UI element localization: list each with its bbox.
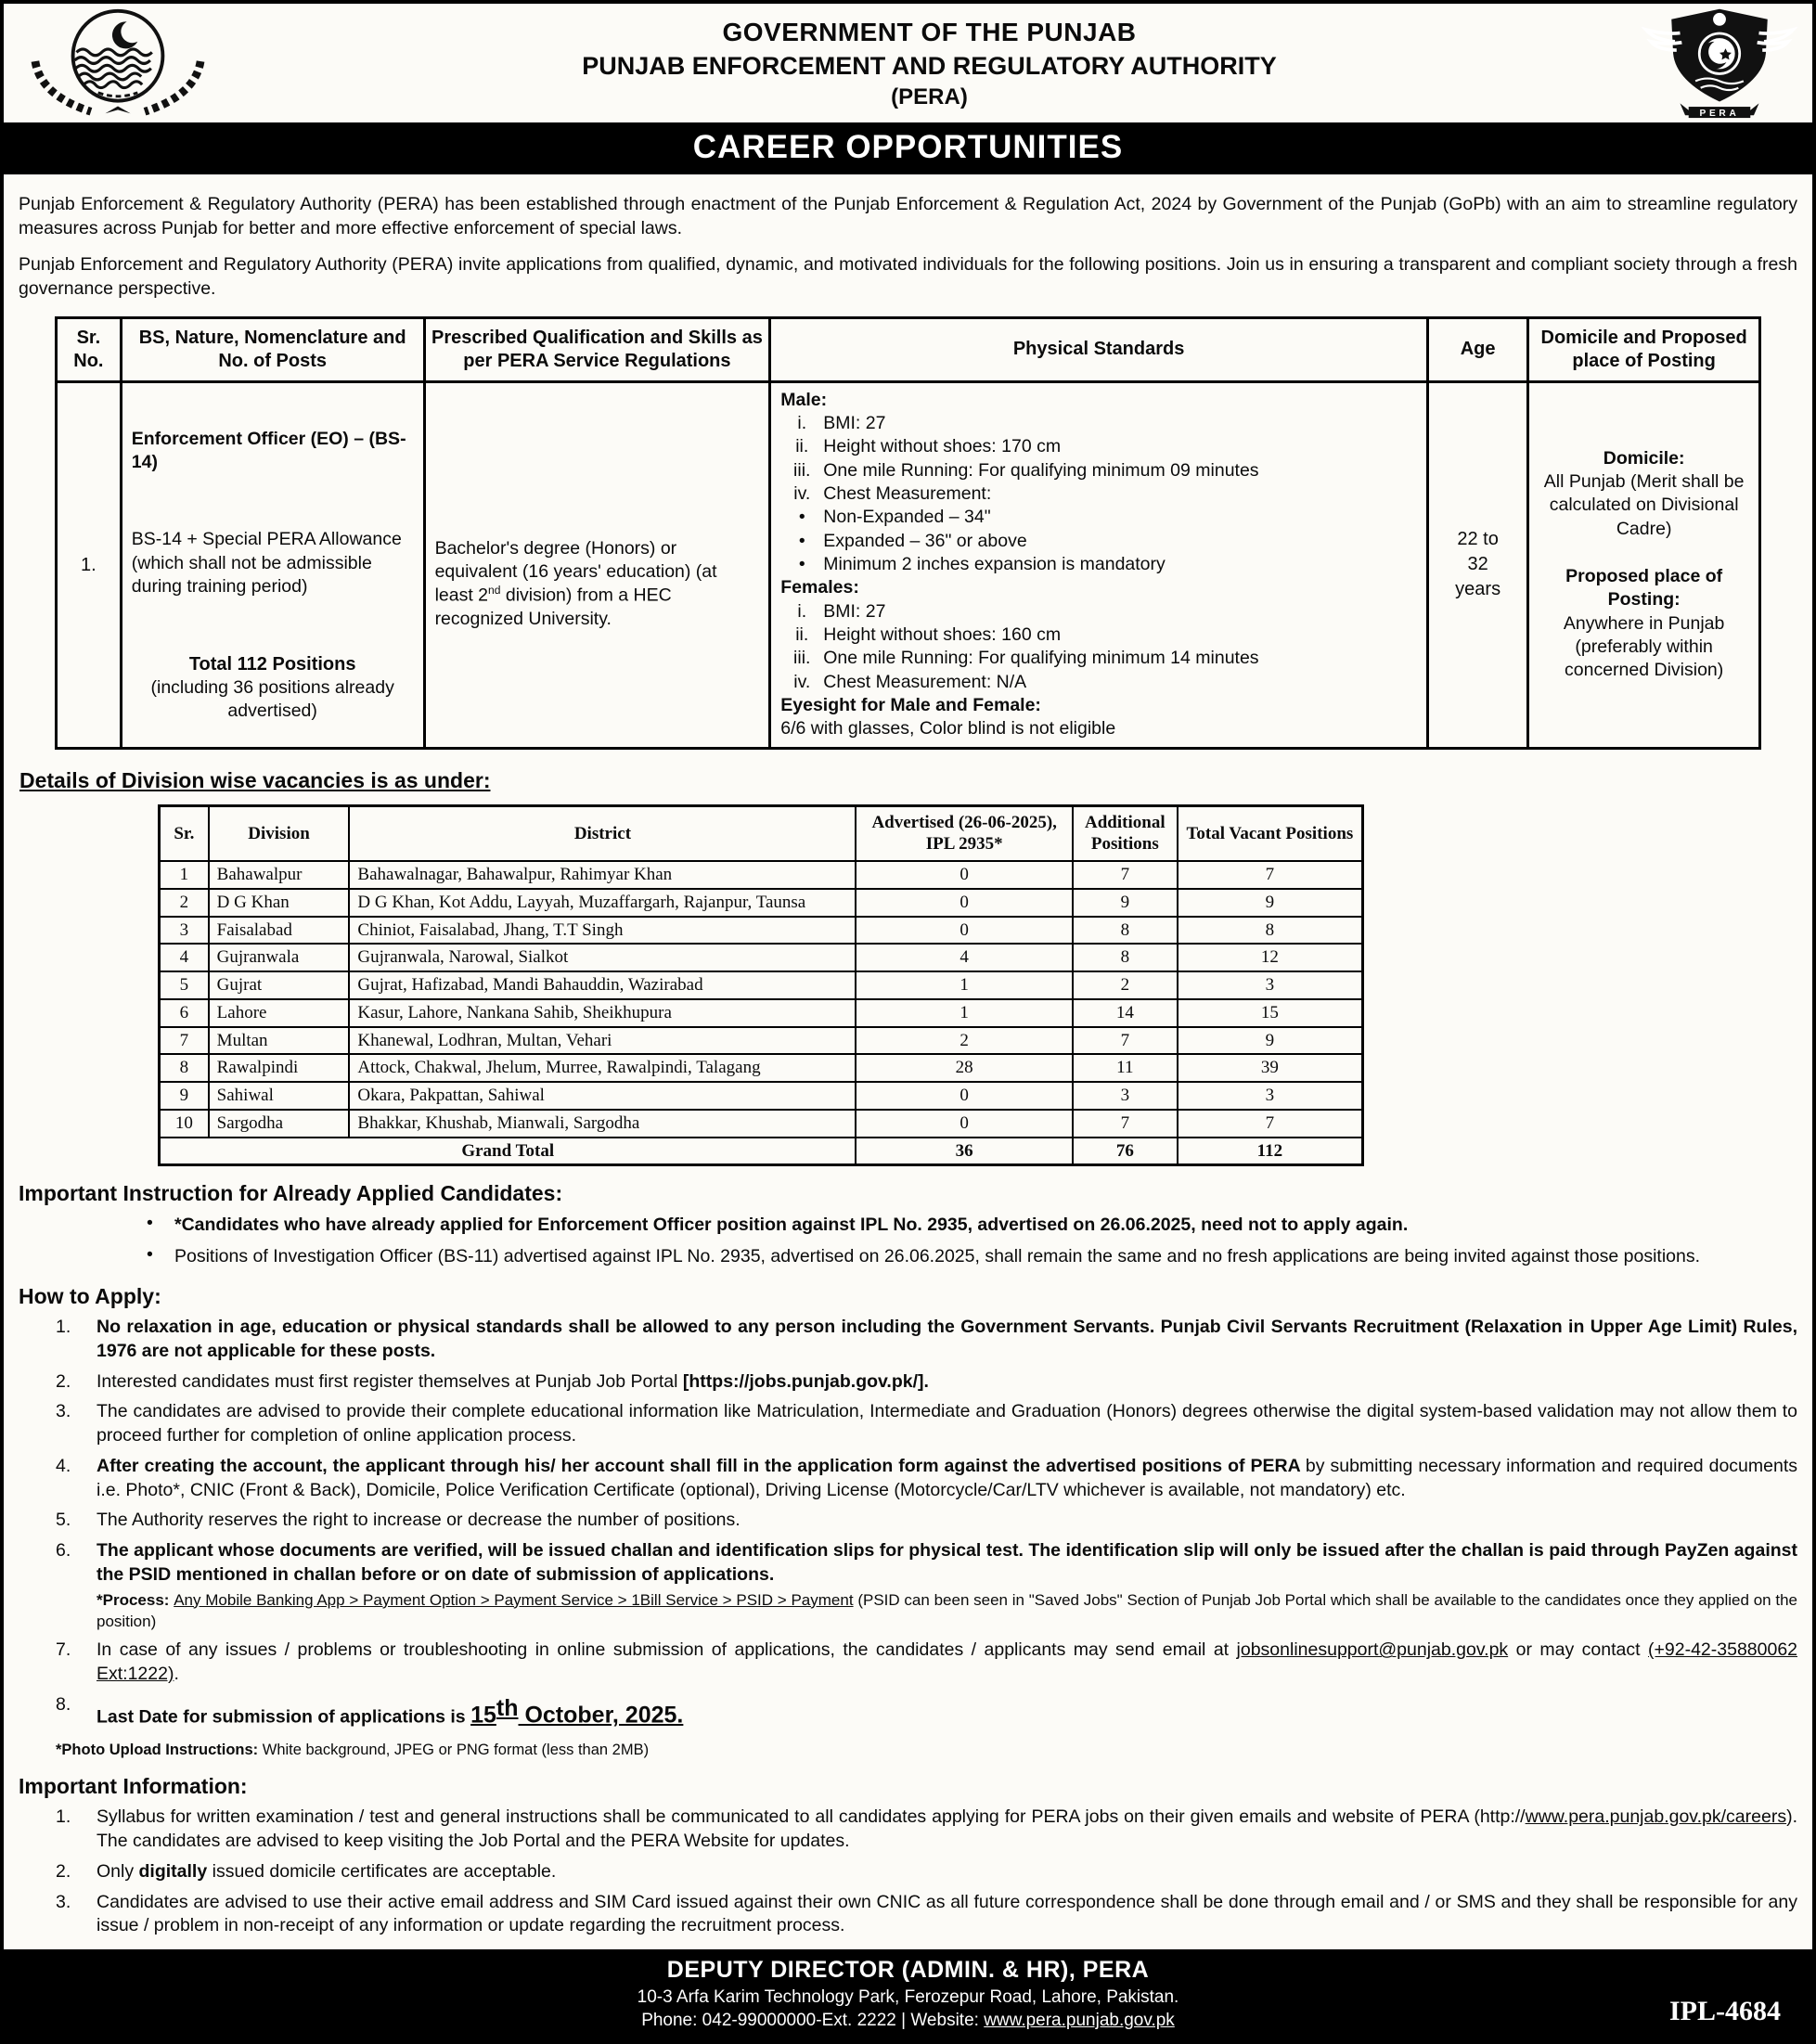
how-to-apply-item-3: The candidates are advised to provide their complete educational information like Matriculation, Intermediate and Graduation (Honors) degrees otherwise the digital system-based validation may not allow them to proceed further for completion of online application process.	[97, 1401, 1797, 1446]
job-table-row	[57, 381, 1760, 748]
job-table-header-row	[57, 317, 1760, 381]
domicile-cell	[1528, 381, 1760, 748]
list-item: 5. The Authority reserves the right to increase or decrease the number of positions.	[17, 1509, 1799, 1533]
authority-abbrev: (PERA)	[891, 84, 968, 109]
list-item: 1. No relaxation in age, education or physical standards shall be allowed to any person including the Government Servants. Punjab Civil Servants Recruitment (Relaxation in Upper Age Limit) Rules, 1976 are not applicable for these posts.	[17, 1316, 1799, 1363]
punjab-government-crest-logo	[19, 6, 217, 123]
physical-item: ii. Height without shoes: 160 cm	[795, 623, 1062, 645]
bullet-icon	[780, 506, 823, 529]
age-cell: 22 to 32 years	[1427, 381, 1527, 748]
how-to-apply-item-1: No relaxation in age, education or physical standards shall be allowed to any person including the Government Servants. Punjab Civil Servants Recruitment (Relaxation in Upper Age Limit) Rules, 1976 are not applicable for these posts.	[97, 1317, 1797, 1361]
col-header-sr-no: Sr. No.	[57, 317, 122, 381]
payment-process-note: *Process: Any Mobile Banking App > Payment Option > Payment Service > 1Bill Service > PSID > Payment (PSID can been seen in "Saved Jobs" Section of Punjab Job Portal which shall be available to the candidates once they applied on the position)	[97, 1590, 1797, 1630]
physical-item: iii. One mile Running: For qualifying minimum 09 minutes	[793, 459, 1259, 481]
physical-item: i. BMI: 27	[797, 600, 886, 622]
list-item: 7. In case of any issues / problems or troubleshooting in online submission of applications, the candidates / applicants may send email at jobsonlinesupport@punjab.gov.pk or may contact (+92-42-35880062 Ext:1222).	[17, 1639, 1799, 1686]
domicile-text: All Punjab (Merit shall be calculated on Divisional Cadre)	[1543, 470, 1745, 539]
how-to-apply-title: How to Apply:	[19, 1284, 161, 1309]
list-item: 3. The candidates are advised to provide their complete educational information like Matriculation, Intermediate and Graduation (Honors) degrees otherwise the digital system-based validation may not allow them to proceed further for completion of online application process.	[17, 1400, 1799, 1447]
post-total-note: (including 36 positions already advertised)	[150, 677, 394, 721]
intro-paragraph-1: Punjab Enforcement & Regulatory Authority (PERA) has been established through enactment of the Punjab Enforcement & Regulation Act, 2024 by Government of the Punjab (GoPb) with an aim to streamline regulatory measures across Punjab for better and more effective enforcement of special laws.	[19, 194, 1797, 239]
footer-banner	[4, 1949, 1812, 2040]
division-section-title: Details of Division wise vacancies is as under:	[19, 767, 491, 792]
domicile-label: Domicile:	[1603, 447, 1685, 469]
job-positions-table	[55, 316, 1761, 750]
footer-address: 10-3 Arfa Karim Technology Park, Ferozepur Road, Lahore, Pakistan.	[637, 1987, 1179, 2008]
col-header-domicile: Domicile and Proposed place of Posting	[1528, 317, 1760, 381]
physical-item: ii. Height without shoes: 170 cm	[795, 436, 1062, 457]
list-item: 6. The applicant whose documents are verified, will be issued challan and identification slips for physical test. The identification slip will only be issued after the challan is paid through PayZen against the PSID mentioned in challan before or on date of submission of applications. *Process: Any Mobile Banking App > Payment Option > Payment Service > 1Bill Service > PSID > Payment (PSID can been seen in "Saved Jobs" Section of Punjab Job Portal which shall be available to the candidates once they applied on the position)	[17, 1539, 1799, 1632]
header-titles	[217, 18, 1642, 110]
table-row: 1 Bahawalpur Bahawalnagar, Bahawalpur, Rahimyar Khan 0 7 7	[160, 861, 1363, 889]
grand-total-advertised: 36	[856, 1138, 1072, 1165]
punjab-crest-icon	[19, 6, 217, 119]
list-item: 8. Last Date for submission of applications is 15th October, 2025.	[17, 1693, 1799, 1731]
post-title: Enforcement Officer (EO) – (BS-14)	[131, 428, 406, 472]
important-info-item-2: Only digitally issued domicile certificates are acceptable.	[97, 1860, 557, 1882]
how-to-apply-item-2: Interested candidates must first register themselves at Punjab Job Portal [https://jobs.punjab.gov.pk/].	[97, 1370, 929, 1392]
grand-total-vacant: 112	[1178, 1138, 1363, 1165]
instruction-bullet-2: Positions of Investigation Officer (BS-11) advertised against IPL No. 2935, advertised on 26.06.2025, shall remain the same and no fresh applications are being invited against those positions.	[174, 1246, 1701, 1267]
table-row: 6 Lahore Kasur, Lahore, Nankana Sahib, Sheikhupura 1 14 15	[160, 999, 1363, 1027]
grand-total-label: Grand Total	[160, 1138, 856, 1165]
how-to-apply-item-8-last-date: Last Date for submission of applications is 15th October, 2025.	[97, 1694, 684, 1729]
important-info-item-1: Syllabus for written examination / test and general instructions shall be communicated to all candidates applying for PERA jobs on their given emails and website of PERA (http://www.pera.punjab.gov.pk/careers). The candidates are advised to keep visiting the Job Portal and the PERA Website for updates.	[97, 1806, 1797, 1852]
how-to-apply-item-7: In case of any issues / problems or troubleshooting in online submission of applications, the candidates / applicants may send email at jobsonlinesupport@punjab.gov.pk or may contact (+92-42-35880062 Ext:1222).	[97, 1639, 1798, 1685]
table-row: 5 Gujrat Gujrat, Hafizabad, Mandi Bahauddin, Wazirabad 1 2 3	[160, 971, 1363, 999]
post-allowance: BS-14 + Special PERA Allowance (which shall not be admissible during training period)	[131, 529, 402, 597]
bullet-icon	[147, 1244, 174, 1269]
col-header-total-vacant: Total Vacant Positions	[1178, 805, 1363, 861]
list-item	[17, 1213, 1799, 1238]
physical-item: iv. Chest Measurement:	[793, 482, 992, 504]
col-header-advertised: Advertised (26-06-2025), IPL 2935*	[856, 805, 1072, 861]
list-item	[17, 1244, 1799, 1269]
physical-item: i. BMI: 27	[797, 412, 886, 433]
col-header-physical: Physical Standards	[770, 317, 1428, 381]
instruction-bullet-1: *Candidates who have already applied for Enforcement Officer position against IPL No. 2935, advertised on 26.06.2025, need not to apply again.	[174, 1215, 1409, 1236]
list-item: 1. Syllabus for written examination / test and general instructions shall be communicated to all candidates applying for PERA jobs on their given emails and website of PERA (http://www.pera.punjab.gov.pk/careers). The candidates are advised to keep visiting the Job Portal and the PERA Website for updates.	[17, 1806, 1799, 1853]
eyesight-text: 6/6 with glasses, Color blind is not eligible	[780, 718, 1116, 739]
col-header-additional: Additional Positions	[1073, 805, 1178, 861]
posting-text: Anywhere in Punjab (preferably within concerned Division)	[1563, 612, 1725, 681]
grand-total-additional: 76	[1073, 1138, 1178, 1165]
physical-item: iii. One mile Running: For qualifying minimum 14 minutes	[793, 648, 1259, 669]
ipl-reference-number: IPL-4684	[1669, 1996, 1781, 2027]
how-to-apply-item-6: The applicant whose documents are verified, will be issued challan and identification slips for physical test. The identification slip will only be issued after the challan is paid through PayZen against the PSID mentioned in challan before or on date of submission of applications.	[97, 1540, 1797, 1585]
important-instruction-title: Important Instruction for Already Applied Candidates:	[19, 1181, 563, 1206]
bullet-icon	[147, 1213, 174, 1238]
pera-emblem-icon	[1642, 6, 1797, 119]
list-item: 2. Only digitally issued domicile certificates are acceptable.	[17, 1860, 1799, 1884]
how-to-apply-item-4: After creating the account, the applicant through his/ her account shall fill in the application form against the advertised positions of PERA by submitting necessary information and required documents i.e. Photo*, CNIC (Front & Back), Domicile, Police Verification Certificate (optional), Driving License (Motorcycle/Car/LTV whichever is available, not mandatory) etc.	[97, 1455, 1798, 1500]
post-total-positions: Total 112 Positions	[188, 654, 356, 675]
spacer	[1539, 541, 1749, 565]
pera-ribbon-text: PERA	[1699, 108, 1740, 119]
physical-bullet: • Expanded – 36" or above	[780, 530, 1417, 553]
qualification-cell	[424, 381, 770, 748]
content	[4, 174, 1812, 1938]
col-header-district: District	[349, 805, 856, 861]
table-row: 9 Sahiwal Okara, Pakpattan, Sahiwal 0 3 3	[160, 1082, 1363, 1110]
col-header-posts: BS, Nature, Nomenclature and No. of Posts	[121, 317, 424, 381]
table-row: 8 Rawalpindi Attock, Chakwal, Jhelum, Murree, Rawalpindi, Talagang 28 11 39	[160, 1054, 1363, 1082]
footer-title: DEPUTY DIRECTOR (ADMIN. & HR), PERA	[666, 1957, 1150, 1984]
post-cell	[121, 381, 424, 748]
table-row: 7 Multan Khanewal, Lodhran, Multan, Vehari 2 7 9	[160, 1027, 1363, 1055]
table-row: 10 Sargodha Bhakkar, Khushab, Mianwali, Sargodha 0 7 7	[160, 1110, 1363, 1138]
division-table-header-row	[160, 805, 1363, 861]
intro-paragraph-2: Punjab Enforcement and Regulatory Authority (PERA) invite applications from qualified, dynamic, and motivated individuals for the following positions. Join us in ensuring a transparent and compliant society through a fresh governance perspective.	[19, 254, 1797, 300]
list-item: 4. After creating the account, the applicant through his/ her account shall fill in the application form against the advertised positions of PERA by submitting necessary information and required documents i.e. Photo*, CNIC (Front & Back), Domicile, Police Verification Certificate (optional), Driving License (Motorcycle/Car/LTV whichever is available, not mandatory) etc.	[17, 1455, 1799, 1502]
list-item: 2. Interested candidates must first register themselves at Punjab Job Portal [https://jobs.punjab.gov.pk/].	[17, 1370, 1799, 1395]
col-header-age: Age	[1427, 317, 1527, 381]
bullet-icon	[780, 530, 823, 553]
table-row: 3 Faisalabad Chiniot, Faisalabad, Jhang, T.T Singh 0 8 8	[160, 917, 1363, 945]
bullet-icon	[780, 553, 823, 576]
qualification-text: Bachelor's degree (Honors) or equivalent (16 years' education) (at least 2nd division) from a HEC recognized University.	[434, 537, 717, 630]
col-header-sr: Sr.	[160, 805, 209, 861]
header	[4, 4, 1812, 122]
physical-bullet: • Minimum 2 inches expansion is mandatory	[780, 553, 1417, 576]
table-row: 2 D G Khan D G Khan, Kot Addu, Layyah, Muzaffargarh, Rajanpur, Taunsa 0 9 9	[160, 889, 1363, 917]
female-label: Females:	[780, 577, 859, 598]
grand-total-row	[160, 1138, 1363, 1165]
pera-emblem-logo	[1642, 6, 1797, 123]
sr-no-cell: 1.	[57, 381, 122, 748]
career-opportunities-banner: CAREER OPPORTUNITIES	[4, 122, 1812, 174]
male-label: Male:	[780, 389, 828, 410]
photo-upload-note: *Photo Upload Instructions: White background, JPEG or PNG format (less than 2MB)	[56, 1742, 650, 1759]
posting-label: Proposed place of Posting:	[1565, 565, 1723, 611]
physical-standards-cell	[770, 381, 1428, 748]
important-info-item-3: Candidates are advised to use their active email address and SIM Card issued against their own CNIC as all future correspondence shall be done through email and / or SMS and they shall be responsible for any issue / problem in non-receipt of any information or update regarding the recruitment process.	[97, 1891, 1797, 1936]
authority-title: PUNJAB ENFORCEMENT AND REGULATORY AUTHORITY	[582, 52, 1277, 80]
col-header-qualification: Prescribed Qualification and Skills as per PERA Service Regulations	[424, 317, 770, 381]
col-header-division: Division	[209, 805, 350, 861]
footer-contact: Phone: 042-99000000-Ext. 2222 | Website: www.pera.punjab.gov.pk	[641, 2011, 1175, 2031]
how-to-apply-item-5: The Authority reserves the right to increase or decrease the number of positions.	[97, 1510, 741, 1531]
gov-title: GOVERNMENT OF THE PUNJAB	[722, 18, 1137, 46]
physical-item: iv. Chest Measurement: N/A	[793, 671, 1027, 692]
list-item: 3. Candidates are advised to use their active email address and SIM Card issued against their own CNIC as all future correspondence shall be done through email and / or SMS and they shall be responsible for any issue / problem in non-receipt of any information or update regarding the recruitment process.	[17, 1891, 1799, 1938]
division-vacancies-table	[158, 804, 1364, 1167]
eyesight-label: Eyesight for Male and Female:	[780, 694, 1041, 715]
important-information-title: Important Information:	[19, 1774, 248, 1799]
physical-bullet: • Non-Expanded – 34"	[780, 506, 1417, 529]
table-row: 4 Gujranwala Gujranwala, Narowal, Sialkot 4 8 12	[160, 944, 1363, 971]
